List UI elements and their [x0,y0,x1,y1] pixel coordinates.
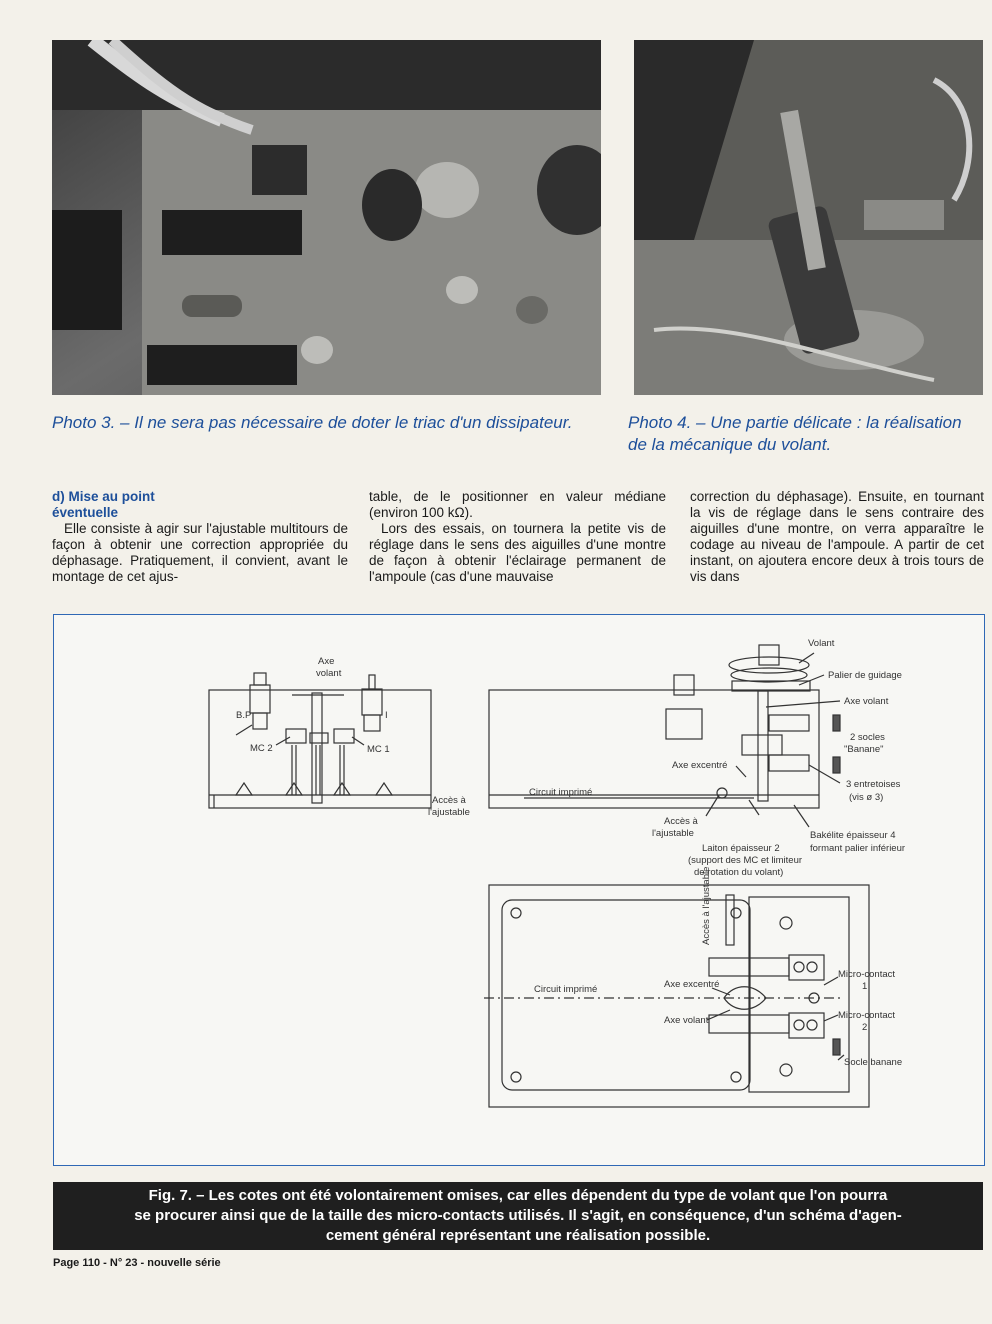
label-micro1-2: 1 [862,981,868,992]
top-view-box [489,885,869,1107]
label-axe-volant-1: Axe [318,656,335,667]
label-axe-volant-top: Axe volant [664,1015,709,1026]
label-mc2: MC 2 [250,743,273,754]
photo-4-caption-line2: de la mécanique du volant. [628,435,832,454]
label-socles-2: "Banane" [844,744,884,755]
page-footer: Page 110 - N° 23 - nouvelle série [53,1257,221,1269]
article-column-2 [369,489,666,585]
photo-4-caption-line1: Photo 4. – Une partie délicate : la réalisation [628,413,962,432]
column-2-paragraph-2: Lors des essais, on tournera la petite vis de réglage dans le sens des aiguilles d'une montre de façon à obtenir l'éclairage permanent de l'ampoule (cas d'une mauvaise [369,521,666,584]
photo-4 [634,40,983,395]
label-circuit-imprime-top: Circuit imprimé [534,984,598,995]
label-acces-side-2: l'ajustable [652,828,694,839]
column-3-paragraph: correction du déphasage). Ensuite, en tournant la vis de réglage dans le sens contraire des aiguilles d'une montre, on verra apparaître le codage au niveau de l'ampoule. A partir de cet instant, on ajoutera encore deux à trois tours de vis dans [690,489,984,584]
label-micro2-2: 2 [862,1022,868,1033]
label-acces-2: l'ajustable [428,807,470,818]
column-1-paragraph: Elle consiste à agir sur l'ajustable multitours de façon à obtenir une correction appropriée du déphasage. Pratiquement, il convient, avant le montage de cet ajus- [52,521,348,584]
label-bakelite-1: Bakélite épaisseur 4 [810,830,896,841]
label-i: I [385,710,388,721]
article-column-1 [52,489,348,585]
figure-7-caption [53,1182,983,1250]
label-bp: B.P [236,710,252,721]
label-mc1: MC 1 [367,744,390,755]
label-socle-banane: Socle banane [844,1057,903,1068]
label-circuit-imprime: Circuit imprimé [529,787,593,798]
label-micro1-1: Micro-contact [838,969,896,980]
front-standoffs [292,745,344,795]
label-bakelite-2: formant palier inférieur [810,843,906,854]
photo-3-caption: Photo 3. – Il ne sera pas nécessaire de doter le triac d'un dissipateur. [52,413,573,432]
label-axe-excentre: Axe excentré [672,760,728,771]
label-acces-1: Accès à [432,795,466,806]
figure-caption-line3: cement général représentant une réalisation possible. [325,1227,711,1244]
label-volant: Volant [808,638,835,649]
photo-4-caption [628,412,988,456]
label-acces-side-1: Accès à [664,816,698,827]
figure-7-frame [53,614,985,1166]
photo-4-image [634,40,983,395]
label-palier: Palier de guidage [828,670,902,681]
label-acces-vertical: Accès à l'ajustable [701,866,712,945]
section-heading-line1: d) Mise au point [52,489,155,504]
article-column-3 [690,489,984,585]
label-laiton-1: Laiton épaisseur 2 [702,843,780,854]
label-laiton-3: de rotation du volant) [694,867,784,878]
figure-caption-line2: se procurer ainsi que de la taille des micro-contacts utilisés. Il s'agit, en conséquence, d'un schéma d'agen- [134,1207,902,1224]
label-socles-1: 2 socles [850,732,885,743]
figure-7-diagram [54,615,984,1165]
photo-3 [52,40,601,395]
label-axe-volant-2: volant [316,668,342,679]
label-entretoises-1: 3 entretoises [846,779,901,790]
figure-caption-line1: Fig. 7. – Les cotes ont été volontairement omises, car elles dépendent du type de volant que l'on pourra [148,1187,888,1204]
label-laiton-2: (support des MC et limiteur [688,855,803,866]
label-axe-excentre-top: Axe excentré [664,979,720,990]
photo-3-image [52,40,601,395]
label-entretoises-2: (vis ø 3) [849,792,884,803]
column-2-paragraph-1: table, de le positionner en valeur médiane (environ 100 kΩ). [369,489,666,520]
section-heading-line2: éventuelle [52,505,119,520]
label-micro2-1: Micro-contact [838,1010,896,1021]
label-axe-volant-side: Axe volant [844,696,889,707]
